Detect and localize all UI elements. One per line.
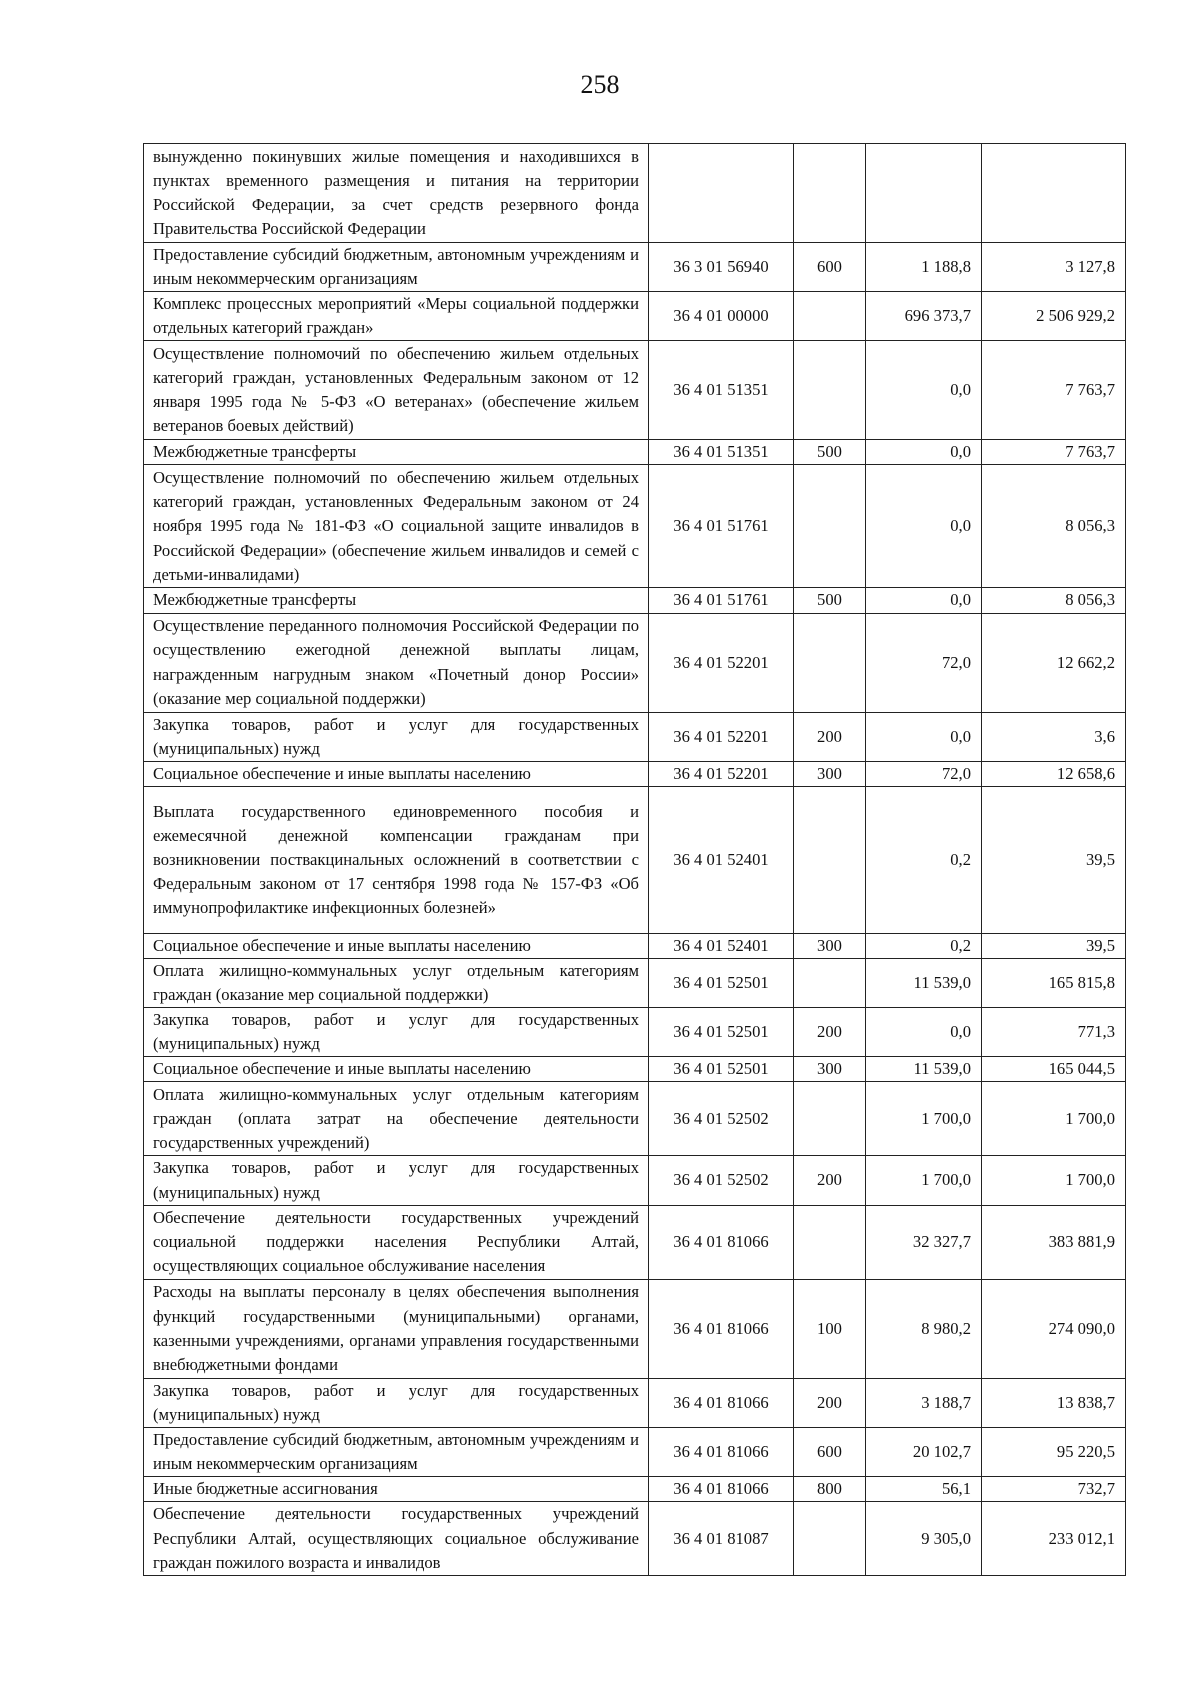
row-amount-2: 274 090,0 [982, 1279, 1126, 1378]
table-row [144, 958, 1126, 1007]
row-amount-1: 0,2 [866, 933, 982, 958]
table-row [144, 1502, 1126, 1576]
row-name: Предоставление субсидий бюджетным, автономным учреждениям и иным некоммерческим организациям [144, 1427, 649, 1476]
row-amount-2: 7 763,7 [982, 440, 1126, 465]
row-amount-2: 1 700,0 [982, 1082, 1126, 1156]
table-row [144, 933, 1126, 958]
row-amount-1: 3 188,7 [866, 1378, 982, 1427]
row-amount-2: 39,5 [982, 786, 1126, 933]
row-code: 36 4 01 52401 [649, 933, 794, 958]
row-name: Осуществление полномочий по обеспечению жильем отдельных категорий граждан, установленных Федеральным законом от 12 января 1995 года № 5-ФЗ «О ветеранах» (обеспечение жильем ветеранов боевых действий) [144, 341, 649, 440]
row-amount-1: 9 305,0 [866, 1502, 982, 1576]
row-code: 36 4 01 51761 [649, 465, 794, 588]
row-code: 36 4 01 52201 [649, 613, 794, 712]
row-amount-2: 1 700,0 [982, 1156, 1126, 1205]
row-amount-1: 0,0 [866, 712, 982, 761]
row-expense-type: 500 [794, 440, 866, 465]
budget-table [143, 143, 1126, 1576]
row-code: 36 4 01 81066 [649, 1427, 794, 1476]
row-expense-type: 200 [794, 712, 866, 761]
row-name: Закупка товаров, работ и услуг для государственных (муниципальных) нужд [144, 1156, 649, 1205]
row-expense-type: 800 [794, 1476, 866, 1501]
row-amount-1: 1 188,8 [866, 243, 982, 292]
row-amount-2: 95 220,5 [982, 1427, 1126, 1476]
row-amount-2: 3,6 [982, 712, 1126, 761]
table-row [144, 1205, 1126, 1279]
table-row [144, 1279, 1126, 1378]
row-amount-2: 39,5 [982, 933, 1126, 958]
row-expense-type [794, 465, 866, 588]
row-expense-type [794, 786, 866, 933]
row-code: 36 4 01 51351 [649, 440, 794, 465]
row-expense-type: 500 [794, 588, 866, 613]
row-amount-2: 771,3 [982, 1008, 1126, 1057]
table-row [144, 1082, 1126, 1156]
row-expense-type: 300 [794, 761, 866, 786]
table-row [144, 786, 1126, 933]
page-number: 258 [580, 70, 620, 99]
row-amount-1: 1 700,0 [866, 1156, 982, 1205]
table-row [144, 761, 1126, 786]
row-code: 36 4 01 52502 [649, 1156, 794, 1205]
row-expense-type: 200 [794, 1378, 866, 1427]
row-name: Социальное обеспечение и иные выплаты населению [144, 761, 649, 786]
row-name: Оплата жилищно-коммунальных услуг отдельным категориям граждан (оплата затрат на обеспечение деятельности государственных учреждений) [144, 1082, 649, 1156]
row-code: 36 4 01 51761 [649, 588, 794, 613]
row-name: Обеспечение деятельности государственных учреждений Республики Алтай, осуществляющих социальное обслуживание граждан пожилого возраста и инвалидов [144, 1502, 649, 1576]
row-amount-2: 2 506 929,2 [982, 292, 1126, 341]
row-expense-type [794, 958, 866, 1007]
row-amount-2 [982, 144, 1126, 243]
row-name: Закупка товаров, работ и услуг для государственных (муниципальных) нужд [144, 1008, 649, 1057]
row-expense-type: 200 [794, 1156, 866, 1205]
row-name: Расходы на выплаты персоналу в целях обеспечения выполнения функций государственными (муниципальными) органами, казенными учреждениями, органами управления государственными внебюджетными фондами [144, 1279, 649, 1378]
row-expense-type [794, 341, 866, 440]
row-code: 36 4 01 81066 [649, 1378, 794, 1427]
row-expense-type [794, 1502, 866, 1576]
row-amount-1: 696 373,7 [866, 292, 982, 341]
table-row [144, 1156, 1126, 1205]
table-body [144, 144, 1126, 1576]
row-amount-2: 3 127,8 [982, 243, 1126, 292]
table-row [144, 292, 1126, 341]
row-amount-2: 165 815,8 [982, 958, 1126, 1007]
row-amount-1: 32 327,7 [866, 1205, 982, 1279]
row-amount-1: 1 700,0 [866, 1082, 982, 1156]
row-expense-type [794, 144, 866, 243]
row-name: Иные бюджетные ассигнования [144, 1476, 649, 1501]
table-row [144, 1378, 1126, 1427]
row-code: 36 4 01 52501 [649, 1057, 794, 1082]
row-amount-1: 0,0 [866, 341, 982, 440]
row-amount-1: 8 980,2 [866, 1279, 982, 1378]
row-amount-1: 20 102,7 [866, 1427, 982, 1476]
row-amount-2: 732,7 [982, 1476, 1126, 1501]
table-row [144, 243, 1126, 292]
table-row [144, 465, 1126, 588]
table-row [144, 1427, 1126, 1476]
table-row [144, 144, 1126, 243]
row-name: Закупка товаров, работ и услуг для государственных (муниципальных) нужд [144, 1378, 649, 1427]
row-amount-1: 0,0 [866, 588, 982, 613]
row-code: 36 3 01 56940 [649, 243, 794, 292]
row-expense-type: 300 [794, 1057, 866, 1082]
row-name: Оплата жилищно-коммунальных услуг отдельным категориям граждан (оказание мер социальной поддержки) [144, 958, 649, 1007]
row-amount-1: 0,0 [866, 440, 982, 465]
table-row [144, 341, 1126, 440]
row-amount-1: 11 539,0 [866, 1057, 982, 1082]
row-code: 36 4 01 52501 [649, 1008, 794, 1057]
row-name: Комплекс процессных мероприятий «Меры социальной поддержки отдельных категорий граждан» [144, 292, 649, 341]
row-amount-1: 0,0 [866, 465, 982, 588]
row-amount-1: 0,0 [866, 1008, 982, 1057]
row-code: 36 4 01 52502 [649, 1082, 794, 1156]
row-expense-type: 300 [794, 933, 866, 958]
row-name: Обеспечение деятельности государственных учреждений социальной поддержки населения Республики Алтай, осуществляющих социальное обслуживание населения [144, 1205, 649, 1279]
row-code: 36 4 01 81066 [649, 1205, 794, 1279]
row-name: Осуществление полномочий по обеспечению жильем отдельных категорий граждан, установленных Федеральным законом от 24 ноября 1995 года № 181-ФЗ «О социальной защите инвалидов в Российской Федерации» (обеспечение жильем инвалидов и семей с детьми-инвалидами) [144, 465, 649, 588]
row-amount-1: 11 539,0 [866, 958, 982, 1007]
row-amount-2: 233 012,1 [982, 1502, 1126, 1576]
row-name: Закупка товаров, работ и услуг для государственных (муниципальных) нужд [144, 712, 649, 761]
row-expense-type: 600 [794, 243, 866, 292]
row-expense-type [794, 1205, 866, 1279]
row-name: Межбюджетные трансферты [144, 588, 649, 613]
table-row [144, 712, 1126, 761]
row-code: 36 4 01 52201 [649, 712, 794, 761]
table-row [144, 1057, 1126, 1082]
row-name: Социальное обеспечение и иные выплаты населению [144, 1057, 649, 1082]
table-row [144, 1476, 1126, 1501]
row-code: 36 4 01 81066 [649, 1476, 794, 1501]
row-expense-type [794, 613, 866, 712]
row-amount-1 [866, 144, 982, 243]
table-row [144, 1008, 1126, 1057]
table-row [144, 588, 1126, 613]
row-expense-type [794, 1082, 866, 1156]
table-row [144, 440, 1126, 465]
row-name: Предоставление субсидий бюджетным, автономным учреждениям и иным некоммерческим организациям [144, 243, 649, 292]
row-code: 36 4 01 81087 [649, 1502, 794, 1576]
row-expense-type: 200 [794, 1008, 866, 1057]
row-amount-2: 13 838,7 [982, 1378, 1126, 1427]
row-name: Социальное обеспечение и иные выплаты населению [144, 933, 649, 958]
row-amount-2: 12 662,2 [982, 613, 1126, 712]
row-code: 36 4 01 51351 [649, 341, 794, 440]
row-amount-2: 165 044,5 [982, 1057, 1126, 1082]
row-expense-type: 100 [794, 1279, 866, 1378]
row-name: вынужденно покинувших жилые помещения и находившихся в пунктах временного размещения и питания на территории Российской Федерации, за счет средств резервного фонда Правительства Российской Федерации [144, 144, 649, 243]
row-amount-2: 8 056,3 [982, 465, 1126, 588]
row-name: Выплата государственного единовременного пособия и ежемесячной денежной компенсации гражданам при возникновении поствакцинальных осложнений в соответствии с Федеральным законом от 17 сентября 1998 года № 157-ФЗ «Об иммунопрофилактике инфекционных болезней» [144, 786, 649, 933]
row-amount-2: 8 056,3 [982, 588, 1126, 613]
row-code: 36 4 01 52201 [649, 761, 794, 786]
row-code: 36 4 01 00000 [649, 292, 794, 341]
row-expense-type [794, 292, 866, 341]
row-code: 36 4 01 52401 [649, 786, 794, 933]
row-name: Межбюджетные трансферты [144, 440, 649, 465]
row-code [649, 144, 794, 243]
row-amount-2: 7 763,7 [982, 341, 1126, 440]
row-amount-1: 72,0 [866, 613, 982, 712]
row-amount-2: 383 881,9 [982, 1205, 1126, 1279]
row-code: 36 4 01 52501 [649, 958, 794, 1007]
row-amount-1: 56,1 [866, 1476, 982, 1501]
row-name: Осуществление переданного полномочия Российской Федерации по осуществлению ежегодной денежной выплаты лицам, награжденным нагрудным знаком «Почетный донор России» (оказание мер социальной поддержки) [144, 613, 649, 712]
row-amount-1: 72,0 [866, 761, 982, 786]
row-amount-2: 12 658,6 [982, 761, 1126, 786]
row-amount-1: 0,2 [866, 786, 982, 933]
row-code: 36 4 01 81066 [649, 1279, 794, 1378]
row-expense-type: 600 [794, 1427, 866, 1476]
table-row [144, 613, 1126, 712]
